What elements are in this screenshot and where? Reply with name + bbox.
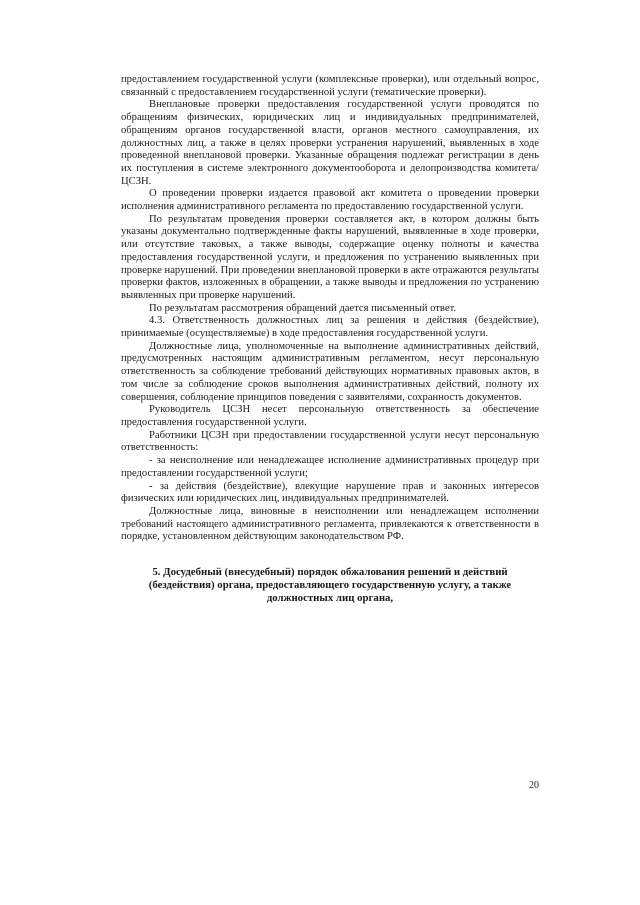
paragraph: Должностные лица, виновные в неисполнении или ненадлежащем исполнении требований настоящего административного регламента, привлекаются к ответственности в порядке, установленном действующим законодательством РФ. bbox=[121, 505, 539, 543]
document-body bbox=[121, 74, 539, 606]
paragraph: По результатам рассмотрения обращений дается письменный ответ. bbox=[149, 302, 457, 314]
paragraph: Работники ЦСЗН при предоставлении государственной услуги несут персональную ответственность: bbox=[121, 429, 539, 454]
paragraph: Внеплановые проверки предоставления государственной услуги проводятся по обращениям физических, юридических лиц и индивидуальных предпринимателей, обращениям органов государственной власти, органов местного самоуправления, их должностных лиц, а также в целях проверки устранения нарушений, выявленных в ходе проведенной внеплановой проверки. Указанные обращения подлежат регистрации в день их поступления в системе электронного документооборота и делопроизводства комитета/ЦСЗН. bbox=[121, 99, 539, 187]
paragraph: - за неисполнение или ненадлежащее исполнение административных процедур при предоставлении государственной услуги; bbox=[121, 455, 539, 479]
paragraph: 4.3. Ответственность должностных лиц за решения и действия (бездействие), принимаемые (осуществляемые) в ходе предоставления государственной услуги. bbox=[121, 315, 539, 340]
paragraph: предоставлением государственной услуги (комплексные проверки), или отдельный вопрос, связанный с предоставлением государственной услуги (тематические проверки). bbox=[121, 74, 539, 98]
paragraph: О проведении проверки издается правовой акт комитета о проведении проверки исполнения административного регламента по предоставлению государственной услуги. bbox=[121, 188, 539, 213]
paragraph: Руководитель ЦСЗН несет персональную ответственность за обеспечение предоставления государственной услуги. bbox=[121, 404, 539, 428]
paragraph: - за действия (бездействие), влекущие нарушение прав и законных интересов физических или юридических лиц, индивидуальных предпринимателей. bbox=[121, 480, 539, 505]
paragraph: По результатам проведения проверки составляется акт, в котором должны быть указаны документально подтвержденные факты нарушений, выявленные в ходе проверки, или отсутствие таковых, а также выводы, содержащие оценку полноты и качества предоставления государственной услуги, и предложения по устранению выявленных при проверке нарушений. При проведении внеплановой проверки в акте отражаются результаты проверки фактов, изложенных в обращении, а также выводы и предложения по устранению выявленных при проверке нарушений. bbox=[121, 213, 539, 301]
section-heading: 5. Досудебный (внесудебный) порядок обжалования решений и действий (бездействия) органа, предоставляющего государственную услугу, а также должностных лиц органа, bbox=[148, 566, 512, 605]
section-spacer bbox=[121, 544, 539, 566]
paragraph: Должностные лица, уполномоченные на выполнение административных действий, предусмотренных настоящим административным регламентом, несут персональную ответственность за соблюдение требований действующих нормативных правовых актов, в том числе за соблюдение сроков выполнения административных действий, полноту их совершения, соблюдение принципов поведения с заявителями, сохранность документов. bbox=[121, 340, 539, 403]
page-number: 20 bbox=[529, 780, 539, 791]
